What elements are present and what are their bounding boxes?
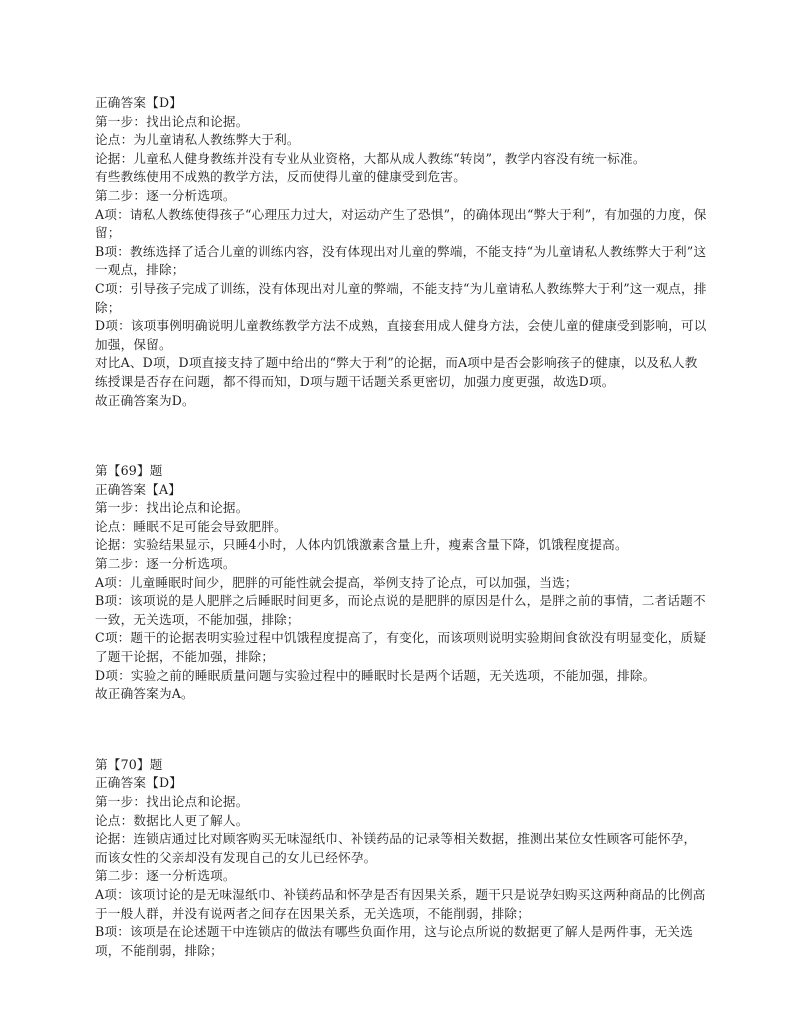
option-b-analysis: B项：该项是在论述题干中连锁店的做法有哪些负面作用，这与论点所说的数据更了解人是两件事，无关选项，不能削弱，排除； bbox=[95, 924, 693, 958]
question-70-explanation bbox=[95, 756, 707, 961]
option-c-analysis: C项：引导孩子完成了训练，没有体现出对儿童的弊端，不能支持“为儿童请私人教练弊大于利”这一观点，排除； bbox=[95, 280, 707, 315]
option-b-analysis: B项：该项说的是人肥胖之后睡眠时间更多，而论点说的是肥胖的原因是什么，是胖之前的事情，二者话题不一致，无关选项，不能加强，排除； bbox=[95, 593, 706, 627]
correct-answer: 正确答案【D】 bbox=[95, 775, 183, 791]
question-number: 第【69】题 bbox=[95, 463, 163, 479]
question-number: 第【70】题 bbox=[95, 756, 163, 772]
option-b-analysis: B项：教练选择了适合儿童的训练内容，没有体现出对儿童的弊端，不能支持“为儿童请私人教练弊大于利”这一观点，排除； bbox=[95, 243, 707, 278]
option-d-analysis: D项：该项事例明确说明儿童教练教学方法不成熟，直接套用成人健身方法，会使儿童的健康受到影响，可以加强，保留。 bbox=[95, 318, 707, 352]
question-69-explanation bbox=[95, 462, 707, 704]
step-two-heading: 第二步：逐一分析选项。 bbox=[95, 556, 236, 572]
argument-claim: 论点：睡眠不足可能会导致肥胖。 bbox=[95, 518, 287, 534]
option-d-analysis: D项：实验之前的睡眠质量问题与实验过程中的睡眠时长是两个话题，无关选项，不能加强，排除。 bbox=[95, 667, 656, 683]
argument-evidence: 论据：连锁店通过比对顾客购买无味湿纸巾、补镁药品的记录等相关数据，推测出某位女性顾客可能怀孕，而该女性的父亲却没有发现自己的女儿已经怀孕。 bbox=[95, 831, 697, 865]
step-one-heading: 第一步：找出论点和论据。 bbox=[95, 113, 249, 129]
answer-explanation-page bbox=[95, 94, 707, 960]
step-one-heading: 第一步：找出论点和论据。 bbox=[95, 500, 249, 516]
argument-evidence: 论据：儿童私人健身教练并没有专业从业资格，大都从成人教练“转岗”，教学内容没有统一标准。 bbox=[95, 150, 646, 166]
final-answer: 故正确答案为D。 bbox=[95, 392, 195, 408]
argument-claim: 论点：数据比人更了解人。 bbox=[95, 812, 249, 828]
option-a-analysis: A项：该项讨论的是无味湿纸巾、补镁药品和怀孕是否有因果关系，题干只是说孕妇购买这两种商品的比例高于一般人群，并没有说两者之间存在因果关系，无关选项，不能削弱，排除； bbox=[95, 886, 706, 921]
step-two-heading: 第二步：逐一分析选项。 bbox=[95, 187, 236, 203]
step-two-heading: 第二步：逐一分析选项。 bbox=[95, 868, 236, 884]
option-a-analysis: A项：儿童睡眠时间少，肥胖的可能性就会提高，举例支持了论点，可以加强，当选； bbox=[95, 574, 578, 590]
argument-claim: 论点：为儿童请私人教练弊大于利。 bbox=[95, 132, 300, 148]
correct-answer: 正确答案【D】 bbox=[95, 95, 183, 110]
correct-answer: 正确答案【A】 bbox=[95, 481, 182, 497]
argument-evidence: 论据：实验结果显示，只睡4小时，人体内饥饿激素含量上升，瘦素含量下降，饥饿程度提高。 bbox=[95, 537, 628, 553]
question-68-explanation bbox=[95, 94, 707, 410]
comparison-paragraph: 对比A、D项，D项直接支持了题中给出的“弊大于利”的论据，而A项中是否会影响孩子的健康，以及私人教练授课是否存在问题，都不得而知，D项与题干话题关系更密切，加强力度更强，故选D项。 bbox=[95, 355, 698, 389]
option-c-analysis: C项：题干的论据表明实验过程中饥饿程度提高了，有变化，而该项则说明实验期间食欲没有明显变化，质疑了题干论据，不能加强，排除； bbox=[95, 630, 707, 665]
final-answer: 故正确答案为A。 bbox=[95, 686, 194, 702]
step-one-heading: 第一步：找出论点和论据。 bbox=[95, 794, 249, 809]
argument-evidence-continued: 有些教练使用不成熟的教学方法，反而使得儿童的健康受到危害。 bbox=[95, 169, 467, 185]
option-a-analysis: A项：请私人教练使得孩子“心理压力过大，对运动产生了恐惧”，的确体现出“弊大于利”，有加强的力度，保留； bbox=[95, 206, 707, 241]
